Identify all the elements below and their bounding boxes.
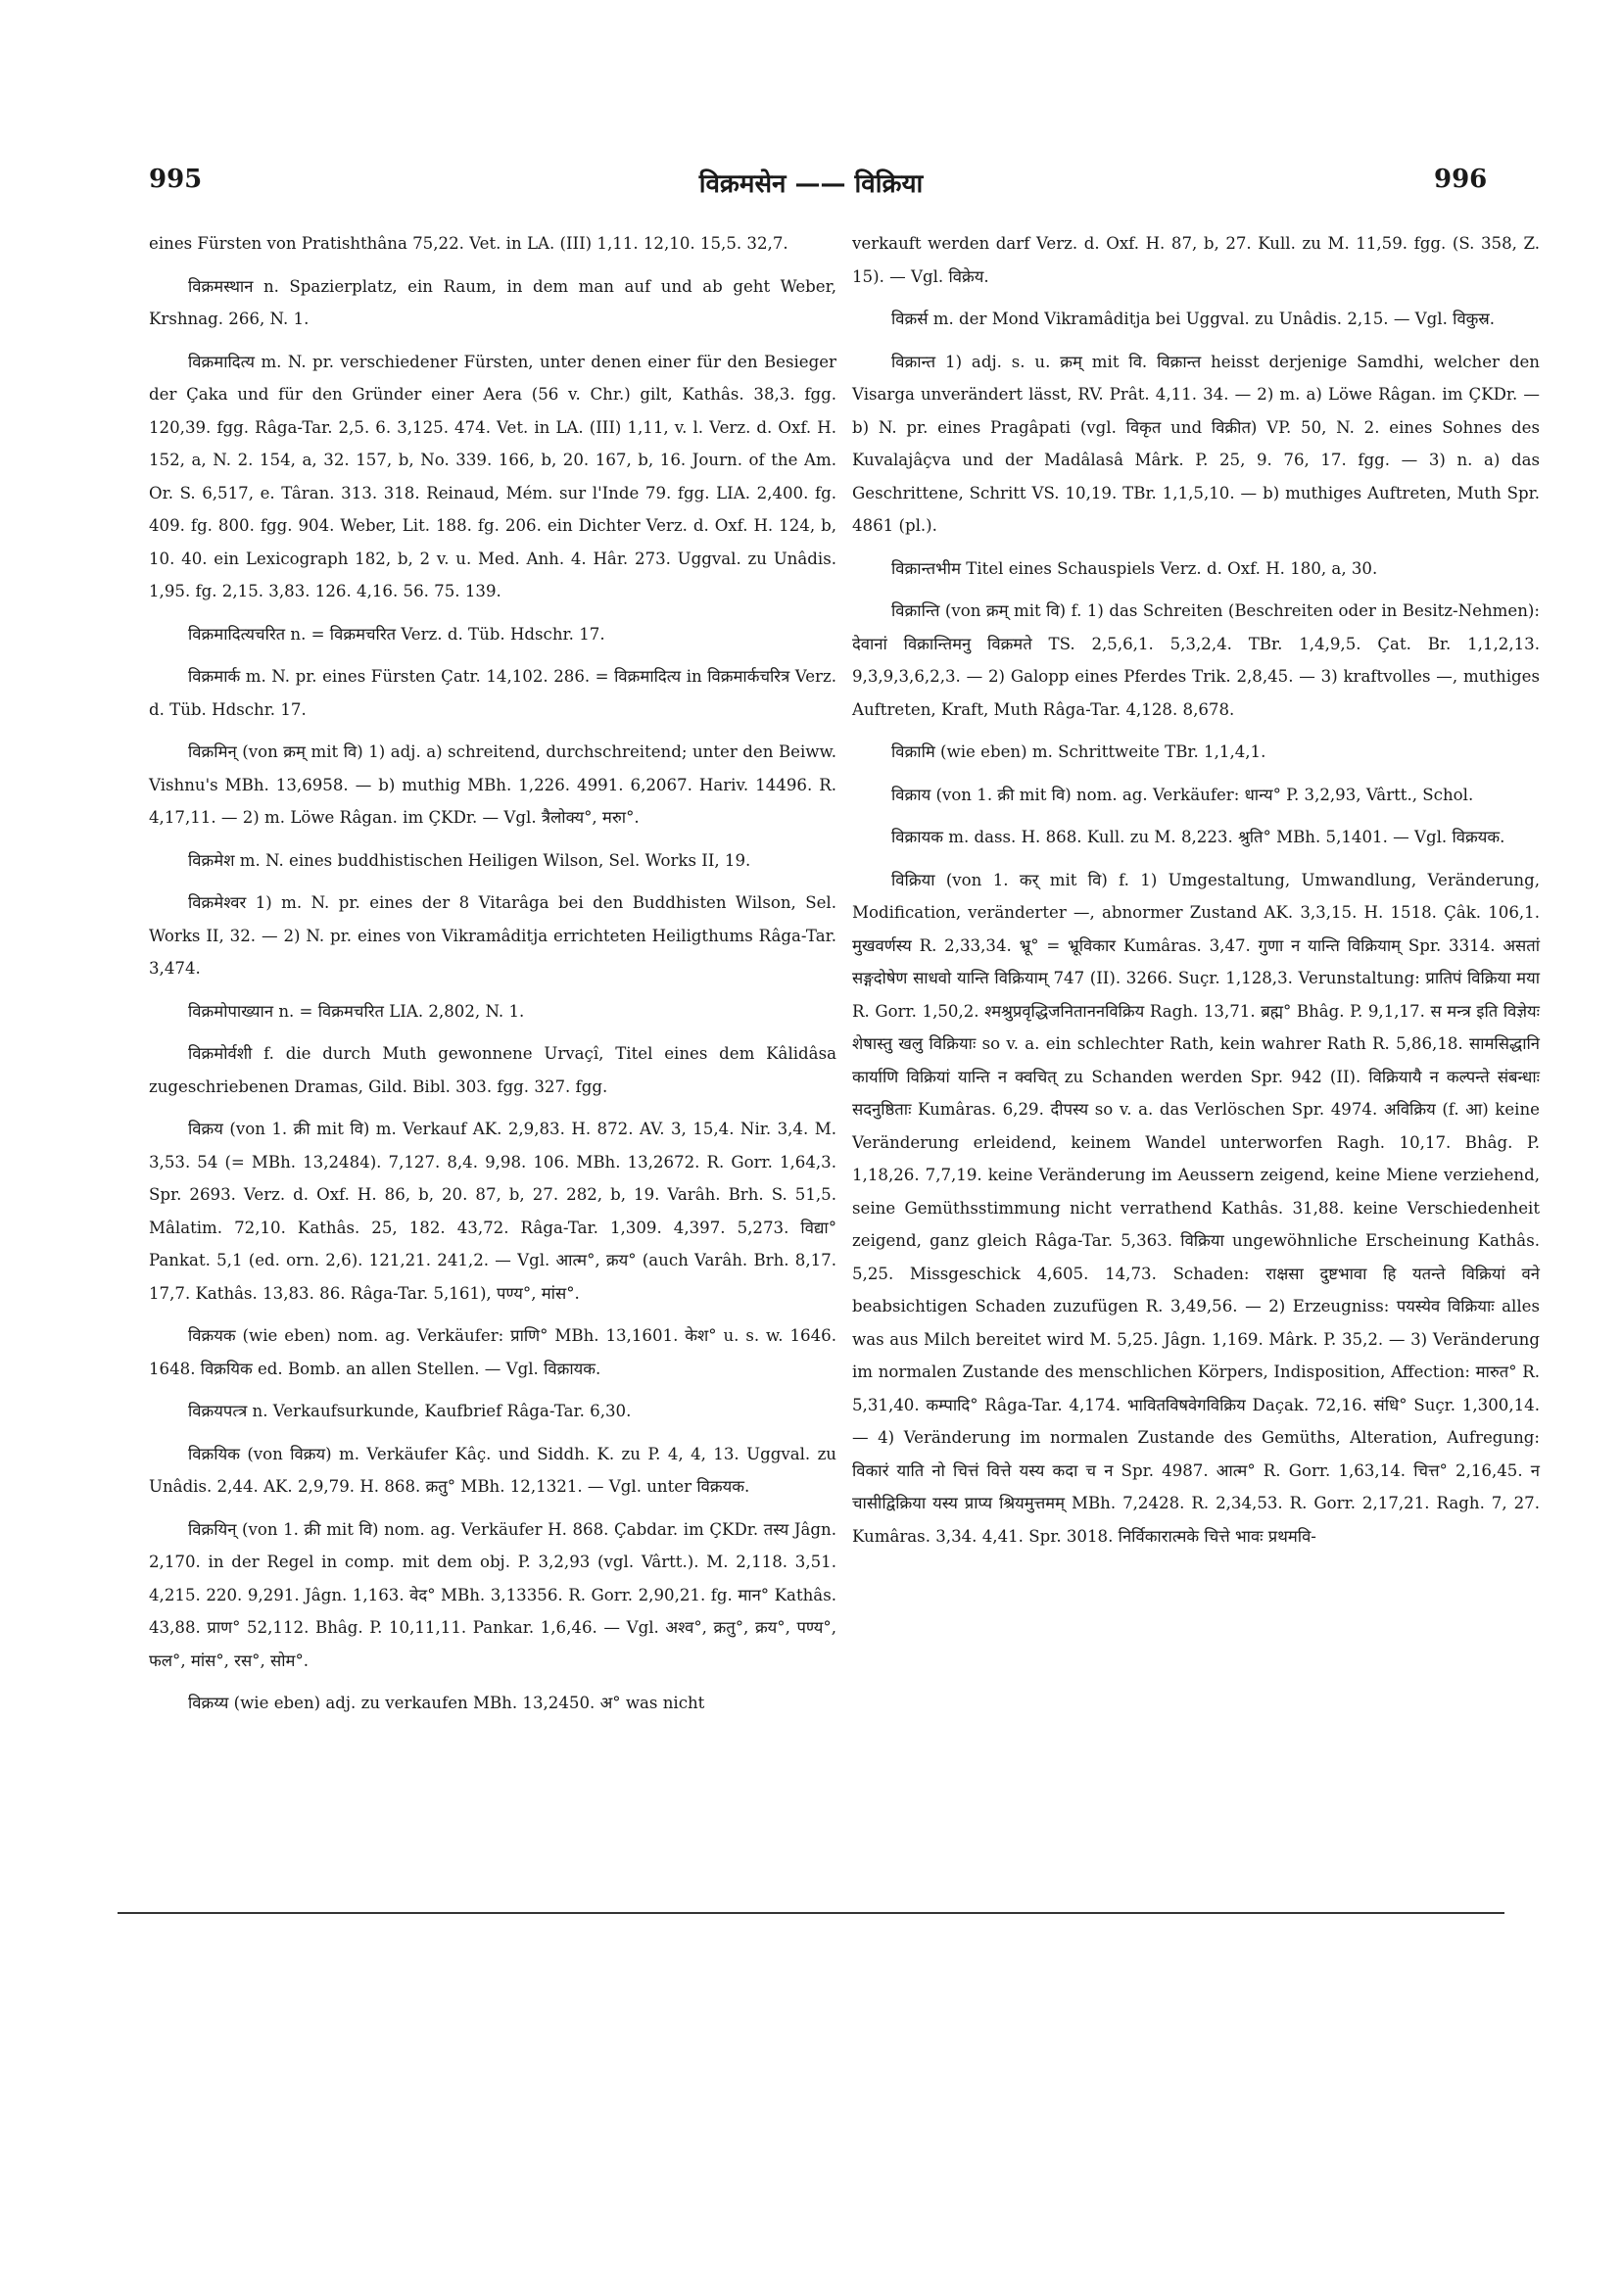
dictionary-entry: विक्रमादित्यचरित n. = विक्रमचरित Verz. d. Tüb. Hdschr. 17. (188, 624, 605, 644)
dictionary-entry: विक्रयिन् (von 1. क्री mit वि) nom. ag. Verkäufer H. 868. Çabdar. im ÇKDr. तस्य Jâgn. 2,170. in der Regel in comp. mit dem obj. P. 3,2,93 (vgl. Vârtt.). M. 2,118. 3,51. 4,215. 220. 9,291. Jâgn. 1,163. वेद° MBh. 3,13356. R. Gorr. 2,90,21. fg. मान° Kathâs. 43,88. प्राण° 52,112. Bhâg. P. 10,11,11. Pankar. 1,6,46. — Vgl. अश्व°, क्रतु°, क्रय°, पण्य°, फल°, मांस°, रस°, सोम°. (149, 1519, 836, 1670)
dictionary-entry: विक्रिया (von 1. कर् mit वि) f. 1) Umgestaltung, Umwandlung, Veränderung, Modification, veränderter —, abnormer Zustand AK. 3,3,15. H. 1518. Çâk. 106,1. मुखवर्णस्य R. 2,33,34. भ्रू° = भ्रूविकार Kumâras. 3,47. गुणा न यान्ति विक्रियाम् Spr. 3314. असतां सङ्गदोषेण साधवो यान्ति विक्रियाम् 747 (II). 3266. Suçr. 1,128,3. Verunstaltung: प्रातिपं विक्रिया मया R. Gorr. 1,50,2. श्मश्रुप्रवृद्धिजनिताननविक्रिय Ragh. 13,71. ब्रह्म° Bhâg. P. 9,1,17. स मन्त्र इति विज्ञेयः शेषास्तु खलु विक्रियाः so v. a. ein schlechter Rath, kein wahrer Rath R. 5,86,18. सामसिद्धानि कार्याणि विक्रियां यान्ति न क्वचित् zu Schanden werden Spr. 942 (II). विक्रियायै न कल्पन्ते संबन्धाः सदनुष्ठिताः Kumâras. 6,29. दीपस्य so v. a. das Verlöschen Spr. 4974. अविक्रिय (f. आ) keine Veränderung erleidend, keinem Wandel unterworfen Ragh. 10,17. Bhâg. P. 1,18,26. 7,7,19. keine Veränderung im Aeussern zeigend, keine Miene verziehend, seine Gemüthsstimmung nicht verrathend Kathâs. 31,88. keine Verschiedenheit zeigend, ganz gleich Râga-Tar. 5,363. विक्रिया ungewöhnliche Erscheinung Kathâs. 5,25. Missgeschick 4,605. 14,73. Schaden: राक्षसा दुष्टभावा हि यतन्ते विक्रियां वने beabsichtigen Schaden zuzufügen R. 3,49,56. — 2) Erzeugniss: पयस्येव विक्रियाः alles was aus Milch bereitet wird M. 5,25. Jâgn. 1,169. Mârk. P. 35,2. — 3) Veränderung im normalen Zustande des menschlichen Körpers, Indisposition, Affection: मारुत° R. 5,31,40. कम्पादि° Râga-Tar. 4,174. भावितविषवेगविक्रिय Daçak. 72,16. संधि° Suçr. 1,300,14. — 4) Veränderung im normalen Zustande des Gemüths, Alteration, Aufregung: विकारं याति नो चित्तं वित्ते यस्य कदा च न Spr. 4987. आत्म° R. Gorr. 1,63,14. चित्त° 2,16,45. न चासीद्विक्रिया यस्य प्राप्य श्रियमुत्तमम् MBh. 7,2428. R. 2,34,53. R. Gorr. 2,17,21. Ragh. 7, 27. Kumâras. 3,34. 4,41. Spr. 3018. निर्विकारात्मके चित्ते भावः प्रथमवि- (852, 870, 1540, 1546)
dictionary-entry: विक्रान्त 1) adj. s. u. क्रम् mit वि. विक्रान्त heisst derjenige Samdhi, welcher den Visarga unverändert lässt, RV. Prât. 4,11. 34. — 2) m. a) Löwe Râgan. im ÇKDr. — b) N. pr. eines Pragâpati (vgl. विकृत und विक्रीत) VP. 50, N. 2. eines Sohnes des Kuvalajâçva und der Madâlasâ Mârk. P. 25, 9. 76, 17. fgg. — 3) n. a) das Geschrittene, Schritt VS. 10,19. TBr. 1,1,5,10. — b) muthiges Auftreten, Muth Spr. 4861 (pl.). (852, 352, 1540, 535)
dictionary-entry: विक्रामि (wie eben) m. Schrittweite TBr. 1,1,4,1. (891, 742, 1266, 761)
dictionary-entry: विक्रमिन् (von क्रम् mit वि) 1) adj. a) schreitend, durchschreitend; unter den Beiww. Vishnu's MBh. 13,6958. — b) muthig MBh. 1,226. 4991. 6,2067. Hariv. 14496. R. 4,17,11. — 2) m. Löwe Râgan. im ÇKDr. — Vgl. त्रैलोक्य°, मरुा°. (149, 742, 836, 827)
dictionary-entry: विक्रय (von 1. क्री mit वि) m. Verkauf AK. 2,9,83. H. 872. AV. 3, 15,4. Nir. 3,4. M. 3,53. 54 (= MBh. 13,2484). 7,127. 8,4. 9,98. 106. MBh. 13,2672. R. Gorr. 1,64,3. Spr. 2693. Verz. d. Oxf. H. 86, b, 20. 87, b, 27. 282, b, 19. Varâh. Brh. S. 51,5. Mâlatim. 72,10. Kathâs. 25, 182. 43,72. Râga-Tar. 1,309. 4,397. 5,273. विद्या° Pankat. 5,1 (ed. orn. 2,6). 121,21. 241,2. — Vgl. आत्म°, क्रय° (auch Varâh. Brh. 8,17. 17,7. Kathâs. 13,83. 86. Râga-Tar. 5,161), पण्य°, मांस°. (149, 1120, 836, 1303)
page-title: विक्रमसेन —— विक्रिया (698, 169, 924, 199)
dictionary-entry: विक्रयक (wie eben) nom. ag. Verkäufer: प्राणि° MBh. 13,1601. केश° u. s. w. 1646. 1648. विक्रयिक ed. Bomb. an allen Stellen. — Vgl. विक्रायक. (149, 1326, 836, 1378)
footer-rule (118, 1912, 1504, 1914)
dictionary-entry: विक्रान्तभीम Titel eines Schauspiels Verz. d. Oxf. H. 180, a, 30. (891, 558, 1378, 578)
left-page-number: 995 (149, 165, 203, 194)
dictionary-entry: विक्रमेश्वर 1) m. N. pr. eines der 8 Vitarâga bei den Buddhisten Wilson, Sel. Works II, 32. — 2) N. pr. eines von Vikramâditja errichteten Heiligthums Râga-Tar. 3,474. (149, 893, 836, 978)
dictionary-entry: विक्रमार्क m. N. pr. eines Fürsten Çatr. 14,102. 286. = विक्रमादित्य in विक्रमार्कचरित्र Verz. d. Tüb. Hdschr. 17. (149, 667, 836, 719)
dictionary-entry: विक्रान्ति (von क्रम् mit वि) f. 1) das Schreiten (Beschreiten oder in Besitz-Nehmen): देवानां विक्रान्तिमनु विक्रमते TS. 2,5,6,1. 5,3,2,4. TBr. 1,4,9,5. Çat. Br. 1,1,2,13. 9,3,9,3,6,2,3. — 2) Galopp eines Pferdes Trik. 2,8,45. — 3) kraftvolles —, muthiges Auftreten, Kraft, Muth Râga-Tar. 4,128. 8,678. (852, 601, 1540, 719)
dictionary-entry: विक्रमस्थान n. Spazierplatz, ein Raum, in dem man auf und ab geht Weber, Krshnag. 266, N. 1. (149, 276, 836, 328)
left-column (149, 227, 836, 1730)
dictionary-entry: विक्रयिक (von विक्रय) m. Verkäufer Kâç. und Siddh. K. zu P. 4, 4, 13. Uggval. zu Unâdis. 2,44. AK. 2,9,79. H. 868. क्रतु° MBh. 12,1321. — Vgl. unter विक्रयक. (149, 1444, 836, 1496)
dictionary-entry: विक्रमोपाख्यान n. = विक्रमचरित LIA. 2,802, N. 1. (188, 1001, 525, 1021)
dictionary-entry: विक्रमेश m. N. eines buddhistischen Heiligen Wilson, Sel. Works II, 19. (188, 850, 751, 870)
dictionary-entry: eines Fürsten von Pratishthâna 75,22. Vet. in LA. (III) 1,11. 12,10. 15,5. 32,7. (149, 234, 788, 253)
right-column (852, 227, 1540, 1562)
dictionary-entry: विक्रर्स m. der Mond Vikramâditja bei Uggval. zu Unâdis. 2,15. — Vgl. विकुस्र. (891, 310, 1496, 328)
dictionary-entry: विक्रय्य (wie eben) adj. zu verkaufen MBh. 13,2450. अ° was nicht (188, 1694, 705, 1712)
dictionary-entry: विक्रमादित्य m. N. pr. verschiedener Fürsten, unter denen einer für den Besieger der Çaka und für den Gründer einer Aera (56 v. Chr.) gilt, Kathâs. 38,3. fgg. 120,39. fgg. Râga-Tar. 2,5. 6. 3,125. 474. Vet. in LA. (III) 1,11, v. l. Verz. d. Oxf. H. 152, a, N. 2. 154, a, 32. 157, b, No. 339. 166, b, 20. 167, b, 16. Journ. of the Am. Or. S. 6,517, e. Târan. 313. 318. Reinaud, Mém. sur l'Inde 79. fgg. LIA. 2,400. fg. 409. fg. 800. fgg. 904. Weber, Lit. 188. fg. 206. ein Dichter Verz. d. Oxf. H. 124, b, 10. 40. ein Lexicograph 182, b, 2 v. u. Med. Anh. 4. Hâr. 273. Uggval. zu Unâdis. 1,95. fg. 2,15. 3,83. 126. 4,16. 56. 75. 139. (149, 352, 836, 600)
dictionary-entry: verkauft werden darf Verz. d. Oxf. H. 87, b, 27. Kull. zu M. 11,59. fgg. (S. 358, Z. 15). — Vgl. विक्रेय. (852, 234, 1540, 286)
dictionary-entry: विक्रयपत्त्र n. Verkaufsurkunde, Kaufbrief Râga-Tar. 6,30. (188, 1402, 632, 1420)
dictionary-entry: विक्राय (von 1. क्री mit वि) nom. ag. Verkäufer: धान्य° P. 3,2,93, Vârtt., Schol. (891, 785, 1474, 804)
dictionary-entry: विक्रायक m. dass. H. 868. Kull. zu M. 8,223. श्रुति° MBh. 5,1401. — Vgl. विक्रयक. (891, 828, 1505, 846)
right-page-number: 996 (1434, 165, 1488, 194)
dictionary-entry: विक्रमोर्वशी f. die durch Muth gewonnene Urvaçî, Titel eines dem Kâlidâsa zugeschriebenen Dramas, Gild. Bibl. 303. fgg. 327. fgg. (149, 1044, 836, 1096)
